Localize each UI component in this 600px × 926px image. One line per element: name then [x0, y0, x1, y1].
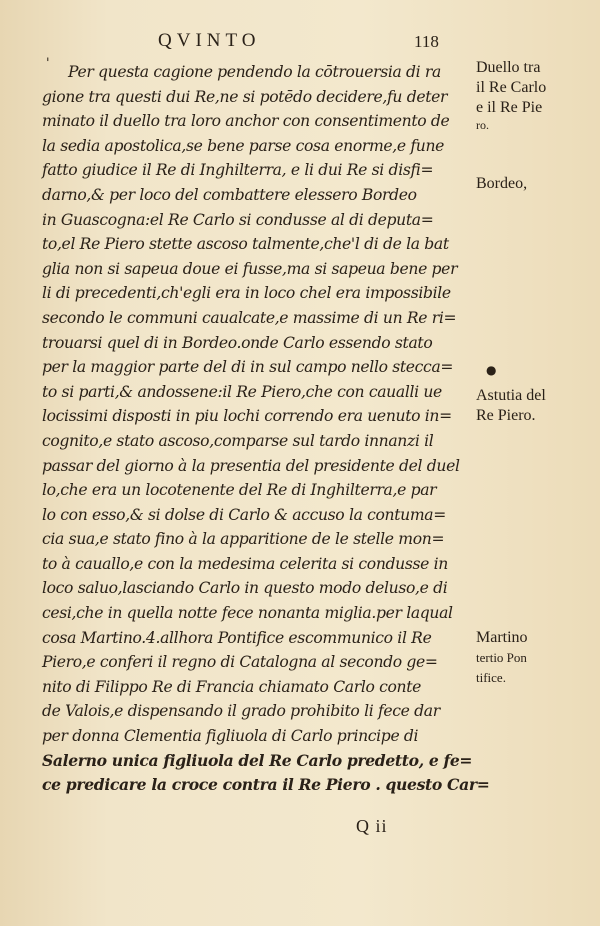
sidenote-bordeo [476, 174, 527, 194]
sidenote-line: ro. [476, 118, 489, 132]
body-text [42, 60, 490, 798]
sidenote-martino [476, 628, 528, 688]
text-line: to à cauallo,e con la medesima celerita si condusse in [42, 554, 448, 573]
text-line: darno,& per loco del combattere elessero Bordeo [42, 185, 417, 204]
text-line: per donna Clementia figliuola di Carlo principe di [42, 727, 419, 746]
sidenote-line: il Re Carlo [476, 79, 547, 96]
text-line: Salerno unica figliuola del Re Carlo predetto, e fe= [42, 750, 473, 770]
sidenote-line: e il Re Pie [476, 99, 543, 116]
text-line: trouarsi quel di in Bordeo.onde Carlo essendo stato [42, 333, 433, 352]
text-line: ce predicare la croce contra il Re Piero . questo Car= [42, 775, 490, 795]
sidenote-line: Re Piero. [476, 407, 536, 424]
text-line: loco saluo,lasciando Carlo in questo modo deluso,e di [42, 579, 448, 598]
text-line: Per questa cagione pendendo la cōtrouersia di ra [68, 63, 441, 81]
text-line: to si parti,& andossene:il Re Piero,che con caualli ue [42, 382, 442, 401]
text-line: cesi,che in quella notte fece nonanta miglia.per laqual [42, 604, 453, 623]
text-line: Piero,e conferi il regno di Catalogna al secondo ge= [42, 653, 438, 672]
sidenote-line: tertio Pon [476, 650, 527, 665]
text-line: cognito,e stato ascoso,comparse sul tardo innanzi il [42, 431, 434, 450]
sidenote-line: Astutia del [476, 387, 546, 404]
sidenote-line: Bordeo, [476, 175, 528, 192]
text-line: glia non si sapeua doue ei fusse,ma si sapeua bene per [42, 259, 458, 278]
sidenote-line: Martino [476, 629, 528, 646]
text-line: lo con esso,& si dolse di Carlo & accuso la contuma= [42, 505, 446, 524]
sidenote-line: Duello tra [476, 59, 541, 76]
text-line: to,el Re Piero stette ascoso talmente,che'l di de la bat [42, 235, 449, 254]
text-line: la sedia apostolica,se bene parse cosa enorme,e fune [42, 136, 445, 155]
text-line: secondo le communi caualcate,e massime di un Re ri= [42, 308, 457, 327]
sidenote-line: tifice. [476, 670, 506, 685]
text-line: cosa Martino.4.allhora Pontifice escommunico il Re [42, 628, 432, 647]
sidenote-astutia [476, 386, 546, 426]
margin-bullet: ● [486, 363, 497, 377]
text-line: per la maggior parte del di in sul campo nello stecca= [42, 358, 454, 377]
text-line: fatto giudice il Re di Inghilterra, e li dui Re si disfi= [42, 161, 434, 180]
text-line: passar del giorno à la presentia del presidente del duel [42, 456, 460, 475]
text-line: cia sua,e stato fino à la apparitione de le stelle mon= [42, 530, 445, 549]
text-line: gione tra questi dui Re,ne si potēdo decidere,fu deter [42, 87, 448, 106]
signature-mark: Q ii [356, 816, 388, 836]
text-line: nito di Filippo Re di Francia chiamato Carlo conte [42, 677, 422, 696]
text-line: lo,che era un locotenente del Re di Inghilterra,e par [42, 481, 437, 500]
text-line: locissimi disposti in piu lochi correndo era uenuto in= [42, 407, 452, 426]
page-number: 118 [414, 32, 439, 51]
text-line: li di precedenti,ch'egli era in loco chel era impossibile [42, 284, 451, 303]
text-line: minato il duello tra loro anchor con consentimento de [42, 112, 450, 131]
sidenote-duello [476, 58, 546, 132]
running-head: QVINTO [158, 30, 261, 51]
opening-mark: ' [46, 56, 50, 71]
page-header [0, 30, 600, 52]
text-line: de Valois,e dispensando il grado prohibito li fece dar [42, 702, 440, 721]
text-line: in Guascogna:el Re Carlo si condusse al di deputa= [42, 210, 434, 229]
